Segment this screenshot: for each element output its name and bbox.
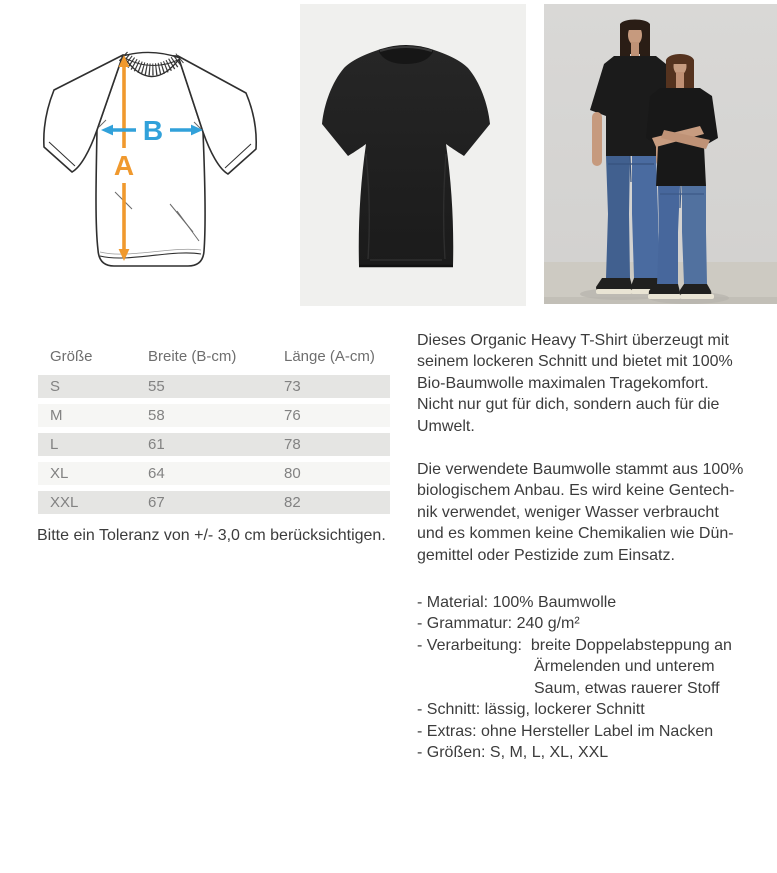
cell-size: XL	[50, 465, 69, 482]
cell-length: 78	[284, 436, 301, 453]
cell-length: 76	[284, 407, 301, 424]
text-line: Die verwendete Baumwolle stammt aus 100%	[417, 461, 744, 479]
cell-size: M	[50, 407, 63, 424]
cell-width: 55	[148, 378, 165, 395]
cell-length: 80	[284, 465, 301, 482]
length-arrow-label: A	[113, 150, 135, 181]
text-line: gemittel oder Pestizide zum Einsatz.	[417, 546, 675, 564]
product-photo	[300, 4, 526, 306]
spec-line-verarbeitung-cont: Ärmelenden und unterem	[534, 658, 715, 676]
models-graphic	[544, 4, 777, 304]
spec-line-material: - Material: 100% Baumwolle	[417, 594, 617, 612]
tolerance-note: Bitte ein Toleranz von +/- 3,0 cm berücksichtigen.	[37, 527, 386, 544]
header-size-column: Größe	[50, 348, 93, 365]
size-row-l	[38, 433, 390, 456]
size-diagram	[20, 20, 280, 300]
cell-size: L	[50, 436, 59, 453]
models-photo	[544, 4, 777, 304]
size-table-header-row	[38, 344, 390, 369]
product-description	[417, 330, 777, 763]
cell-length: 73	[284, 378, 301, 395]
spec-line-grammatur: - Grammatur: 240 g/m²	[417, 615, 580, 633]
cell-length: 82	[284, 494, 301, 511]
size-row-xxl	[38, 491, 390, 514]
cell-width: 61	[148, 436, 165, 453]
size-row-xl	[38, 462, 390, 485]
cell-width: 58	[148, 407, 165, 424]
spec-line-groessen: - Größen: S, M, L, XL, XXL	[417, 743, 609, 761]
size-row-s	[38, 375, 390, 398]
width-arrow-label: B	[142, 115, 164, 146]
text-line: seinem lockeren Schnitt und bietet mit 100%	[417, 353, 733, 371]
spec-line-extras: - Extras: ohne Hersteller Label im Nacken	[417, 722, 714, 740]
size-row-m	[38, 404, 390, 427]
size-table	[38, 344, 390, 514]
text-line: nik verwendet, weniger Wasser verbraucht	[417, 503, 719, 521]
cell-size: XXL	[50, 494, 79, 511]
description-paragraph-2	[417, 459, 777, 566]
text-line: Dieses Organic Heavy T-Shirt überzeugt mit	[417, 332, 729, 349]
cell-width: 64	[148, 465, 165, 482]
description-paragraph-1	[417, 330, 777, 437]
header-width-column: Breite (B-cm)	[148, 348, 237, 365]
header-length-column: Länge (A-cm)	[284, 348, 375, 365]
tshirt-front-graphic	[300, 4, 526, 306]
cell-size: S	[50, 378, 61, 395]
text-line: Nicht nur gut für dich, sondern auch für die	[417, 396, 720, 414]
text-line: biologischem Anbau. Es wird keine Gentech-	[417, 482, 735, 500]
tshirt-outline-drawing	[20, 20, 280, 300]
cell-width: 67	[148, 494, 165, 511]
text-line: Umwelt.	[417, 417, 475, 435]
spec-line-verarbeitung: - Verarbeitung: breite Doppelabsteppung an	[417, 636, 732, 654]
spec-line-schnitt: - Schnitt: lässig, lockerer Schnitt	[417, 701, 645, 719]
text-line: und es kommen keine Chemikalien wie Dün-	[417, 525, 734, 543]
spec-list	[417, 592, 777, 763]
text-line: Bio-Baumwolle maximalen Tragekomfort.	[417, 374, 709, 392]
spec-line-verarbeitung-cont: Saum, etwas rauerer Stoff	[534, 679, 720, 697]
